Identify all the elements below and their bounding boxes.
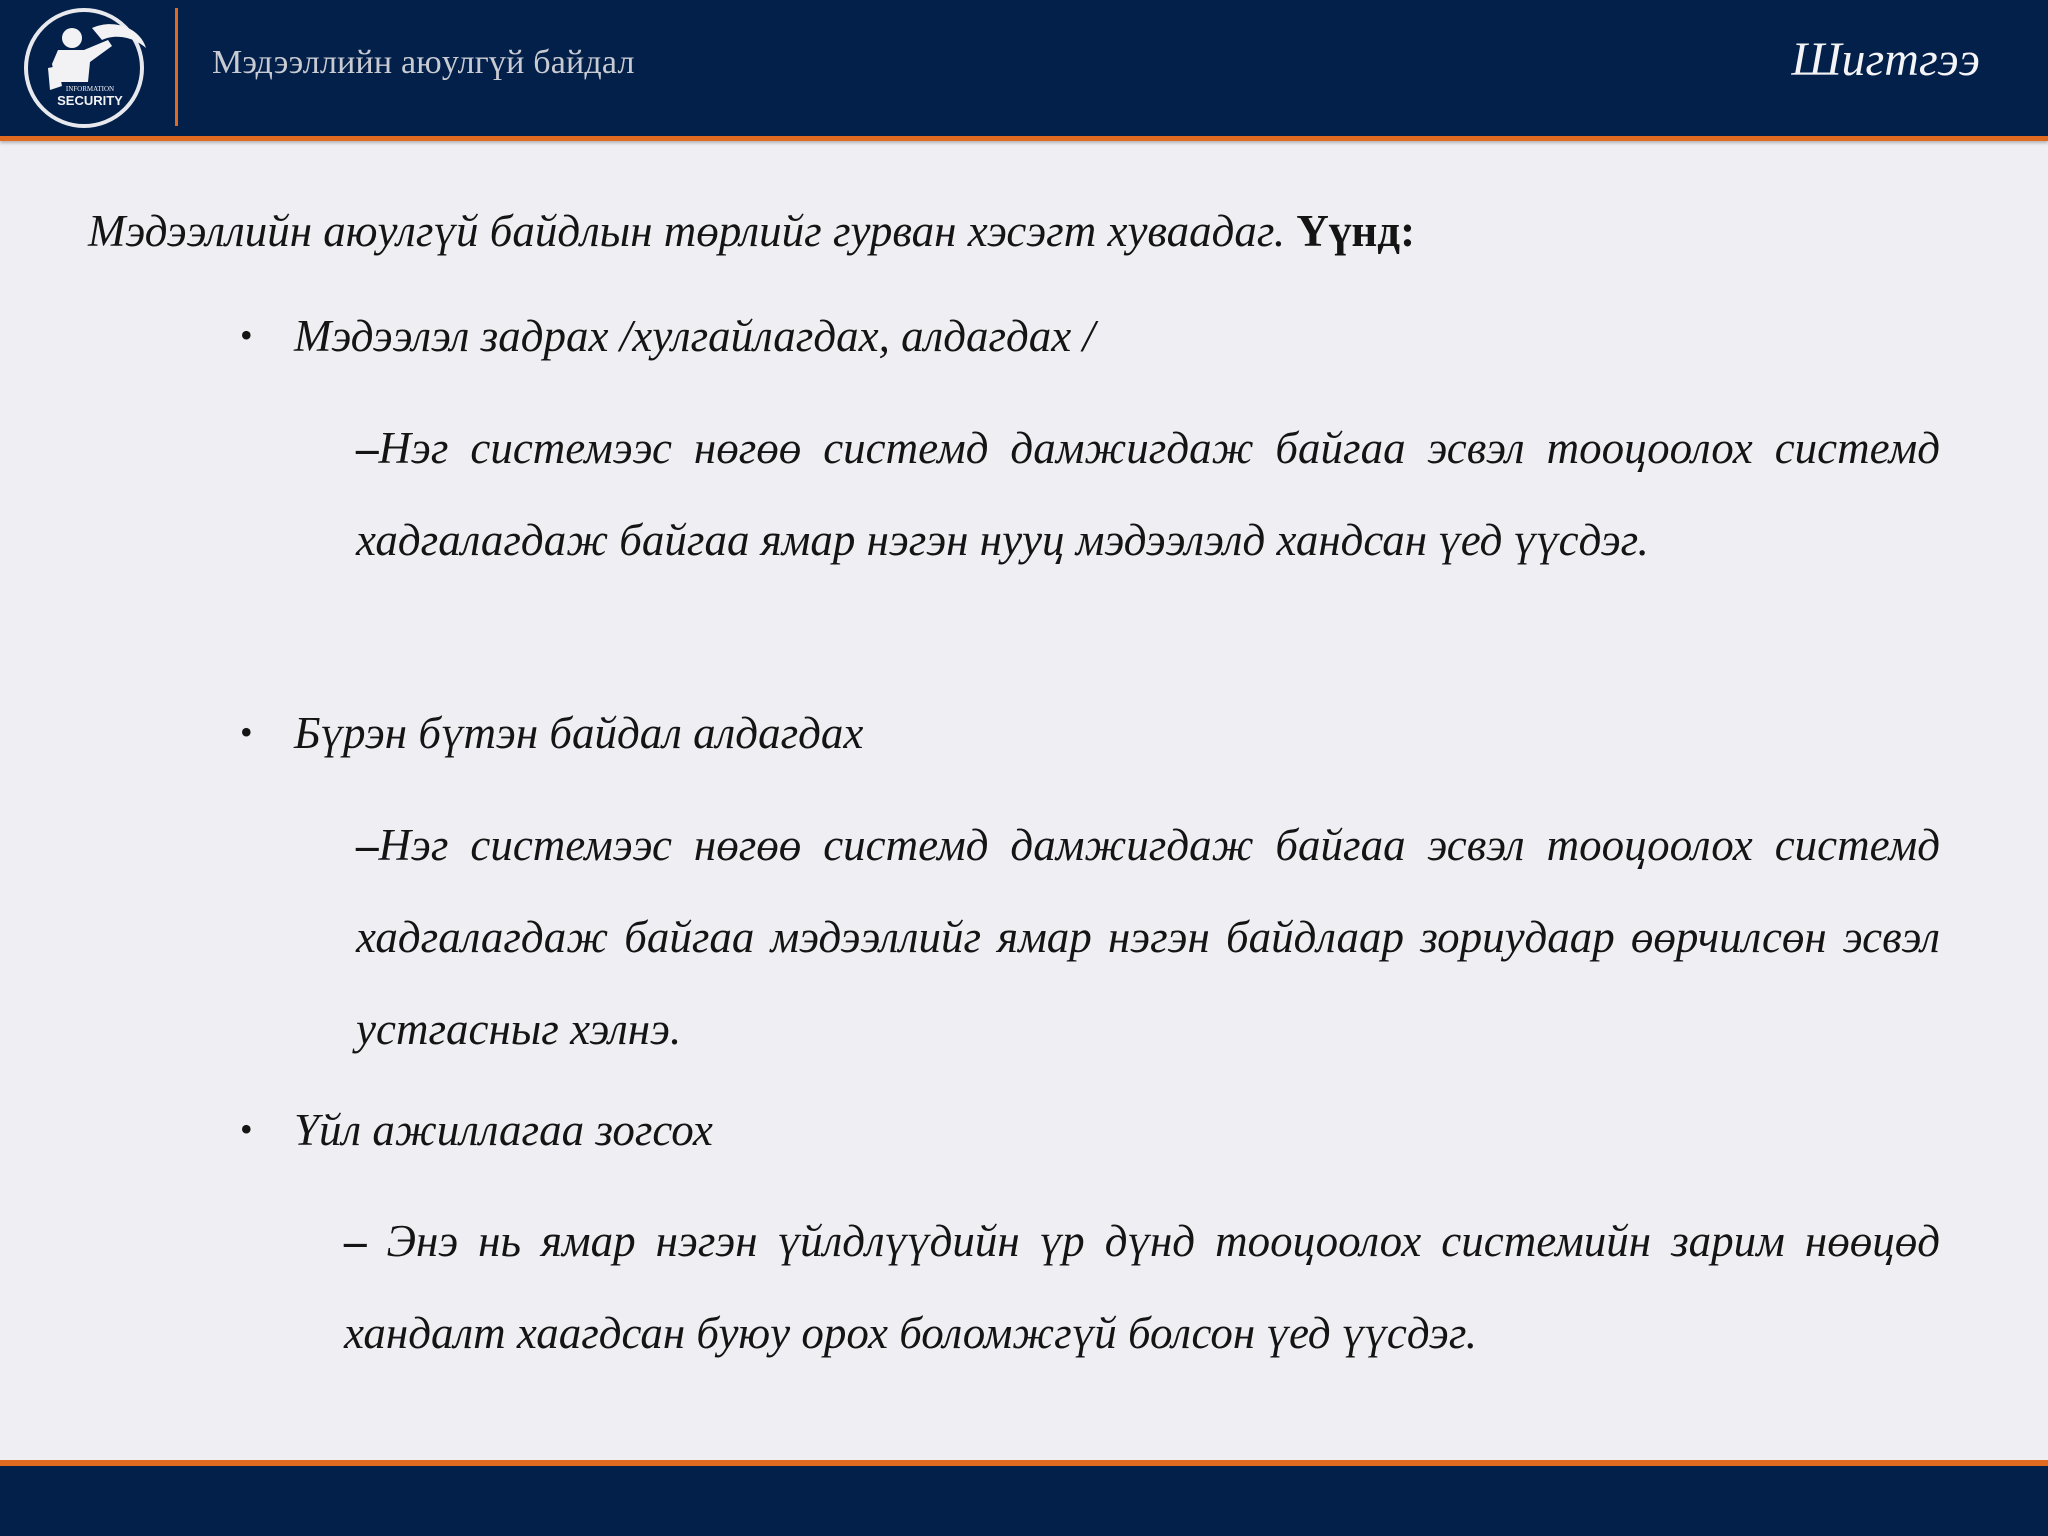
information-security-logo — [22, 6, 152, 128]
bullet-title: Мэдээлэл задрах /хулгайлагдах, алдагдах / — [294, 311, 1096, 361]
bullet-item-integrity — [240, 707, 1940, 759]
bullet-item-availability — [240, 1104, 1940, 1156]
sub-item-availability — [344, 1195, 1940, 1379]
header-bar — [0, 0, 2048, 141]
sub-item-integrity — [356, 799, 1940, 1075]
dash-marker: – — [356, 423, 379, 473]
bullet-dot: • — [240, 1109, 253, 1149]
logo-text-bottom: SECURITY — [57, 93, 123, 108]
dash-marker: – — [344, 1216, 367, 1266]
sub-description: Нэг системээс нөгөө системд дамжигдаж байгаа эсвэл тооцоолох системд хадгалагдаж байгаа мэдээллийг ямар нэгэн байдлаар зориудаар өөрчилсөн эсвэл устгасныг хэлнэ. — [356, 820, 1940, 1054]
logo-text-top: INFORMATION — [65, 85, 115, 93]
sub-item-disclosure — [356, 402, 1940, 586]
intro-bold: Үүнд: — [1296, 206, 1416, 256]
section-label: Шигтгээ — [1791, 33, 1980, 86]
footer-bar — [0, 1460, 2048, 1536]
bullet-dot: • — [240, 712, 253, 752]
sub-description: Энэ нь ямар нэгэн үйлдлүүдийн үр дүнд тооцоолох системийн зарим нөөцөд хандалт хаагдсан буюу орох боломжгүй болсон үед үүсдэг. — [344, 1216, 1941, 1358]
bullet-item-disclosure — [240, 310, 1940, 362]
sub-description: Нэг системээс нөгөө системд дамжигдаж байгаа эсвэл тооцоолох системд хадгалагдаж байгаа ямар нэгэн нууц мэдээлэлд хандсан үед үүсдэг. — [356, 423, 1940, 565]
bullet-title: Үйл ажиллагаа зогсох — [294, 1105, 713, 1155]
intro-text: Мэдээллийн аюулгүй байдлын төрлийг гурван хэсэгт хуваадаг. — [88, 206, 1286, 256]
presentation-title: Мэдээллийн аюулгүй байдал — [212, 44, 635, 81]
bullet-title: Бүрэн бүтэн байдал алдагдах — [294, 708, 864, 758]
intro-paragraph — [88, 205, 1988, 257]
dash-marker: – — [356, 820, 379, 870]
bullet-dot: • — [240, 315, 253, 355]
header-divider — [175, 8, 178, 126]
